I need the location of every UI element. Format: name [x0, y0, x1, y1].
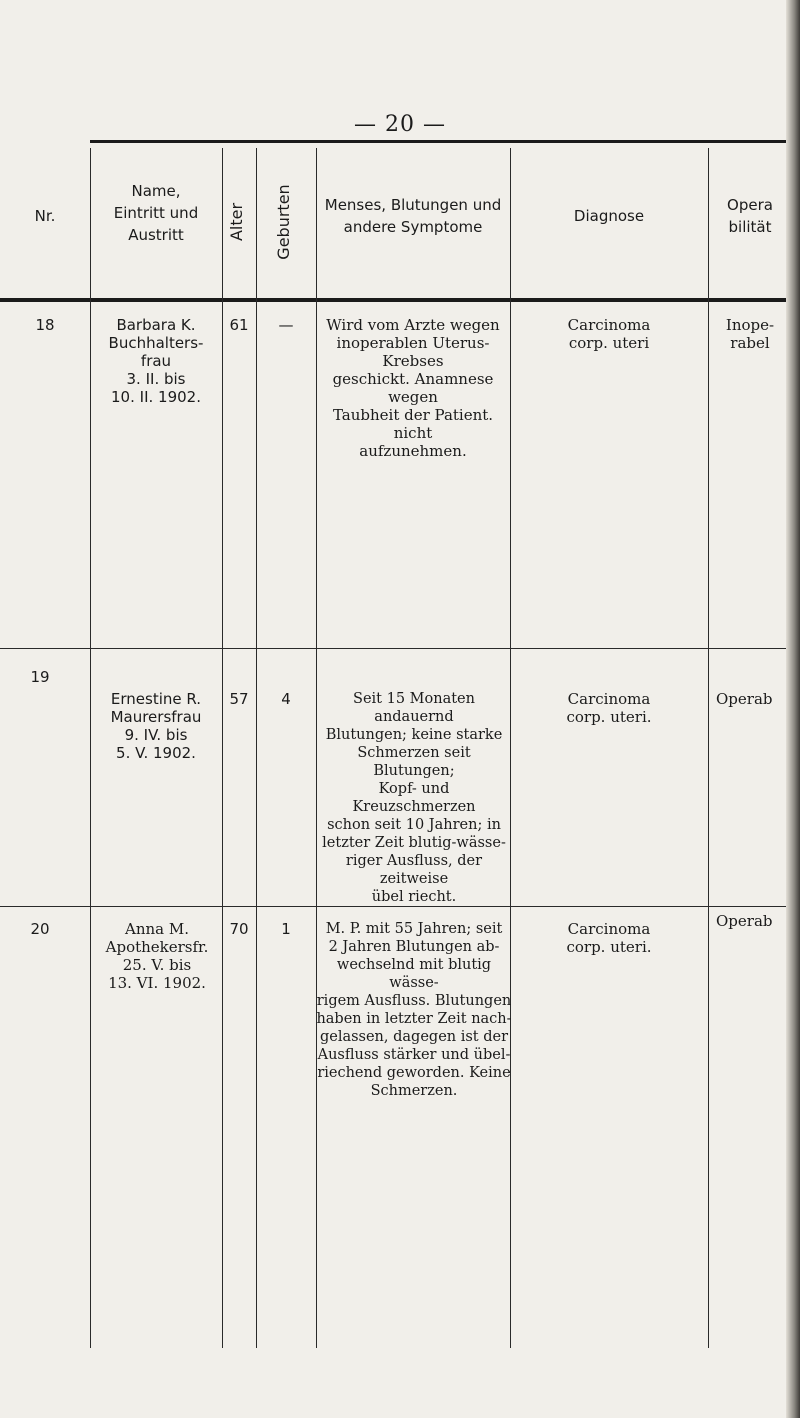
column-divider: [90, 148, 91, 1348]
header-diagnose: Diagnose: [573, 207, 645, 225]
row-19-name: Ernestine R. Maurersfrau 9. IV. bis 5. V. 1902.: [110, 690, 202, 762]
row-20-symptome: M. P. mit 55 Jahren; seit 2 Jahren Blutungen ab- wechselnd mit blutig wässe- rigem Ausfluss. Blutungen haben in letzter Zeit nach- gelassen, dagegen ist der Ausfluss stärker und übel- riechend geworden. Keine Schmerzen.: [316, 921, 512, 1099]
row-19-alter: 57: [229, 690, 249, 708]
row-18-alter: 61: [229, 316, 249, 334]
row-18-symptome: Wird vom Arzte wegen inoperablen Uterus-Krebses geschickt. Anamnese wegen Taubheit der Patient. nicht aufzunehmen.: [326, 316, 500, 460]
row-19-nr: 19: [30, 668, 50, 686]
header-alter: Alter: [227, 202, 246, 242]
top-rule: [90, 140, 788, 143]
row-18-nr: 18: [35, 316, 55, 334]
header-nr: Nr.: [34, 207, 56, 225]
row-19-symptome: Seit 15 Monaten andauernd Blutungen; keine starke Schmerzen seit Blutungen; Kopf- und Kreuzschmerzen schon seit 10 Jahren; in letzter Zeit blutig-wässe- riger Ausfluss, der zeitweise übel riecht.: [322, 691, 506, 905]
row-20-diagnose: Carcinoma corp. uteri.: [566, 920, 652, 956]
page-edge-shadow: [786, 0, 800, 1418]
row-20-alter: 70: [229, 920, 249, 938]
row-19-operabilitaet: Operab: [716, 690, 773, 708]
header-name: Name, Eintritt und Austritt: [113, 182, 199, 244]
header-geburten: Geburten: [274, 184, 293, 260]
page-number: — 20 —: [354, 112, 446, 137]
row-18-geburten: —: [278, 316, 294, 334]
row-20-nr: 20: [30, 920, 50, 938]
row-20-geburten: 1: [281, 920, 291, 938]
row-19-diagnose: Carcinoma corp. uteri.: [566, 690, 652, 726]
row-18-operabilitaet: Inope- rabel: [725, 316, 775, 352]
row-18-name: Barbara K. Buchhalters- frau 3. II. bis 10. II. 1902.: [108, 316, 204, 406]
row-20-name: Anna M. Apothekersfr. 25. V. bis 13. VI. 1902.: [105, 920, 209, 992]
row-20-operabilitaet: Operab: [716, 912, 773, 930]
header-operabilitaet: Opera bilität: [727, 196, 773, 236]
row-divider: [0, 906, 790, 907]
row-divider: [0, 648, 790, 649]
header-symptome: Menses, Blutungen und andere Symptome: [324, 196, 502, 236]
row-18-diagnose: Carcinoma corp. uteri: [567, 316, 651, 352]
header-bottom-rule: [0, 298, 792, 302]
row-19-geburten: 4: [281, 690, 291, 708]
